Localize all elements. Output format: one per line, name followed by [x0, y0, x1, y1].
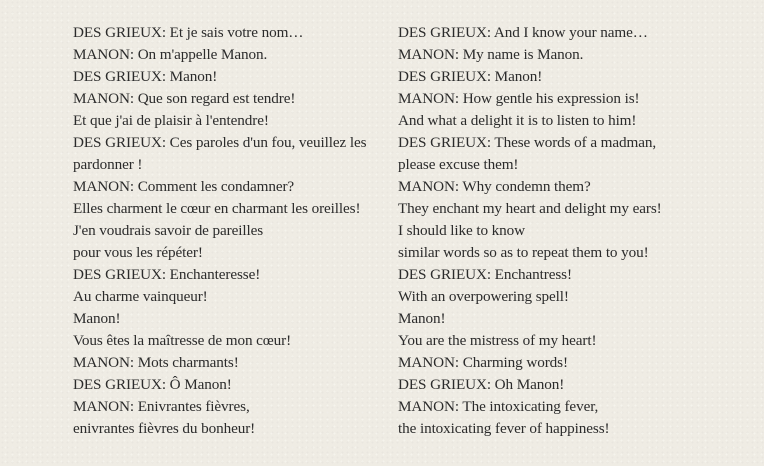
french-line: Manon!: [73, 310, 121, 327]
french-line: Elles charment le cœur en charmant les oreilles!: [73, 200, 361, 217]
english-line: the intoxicating fever of happiness!: [398, 420, 610, 437]
english-line: MANON: My name is Manon.: [398, 46, 584, 63]
french-line: DES GRIEUX: Manon!: [73, 68, 218, 85]
french-text-column: [73, 22, 391, 440]
english-line: Manon!: [398, 310, 446, 327]
french-line: Au charme vainqueur!: [73, 288, 208, 305]
french-line: J'en voudrais savoir de pareilles: [73, 222, 264, 239]
english-line: With an overpowering spell!: [398, 288, 569, 305]
english-line: DES GRIEUX: Manon!: [398, 68, 543, 85]
english-line: please excuse them!: [398, 156, 519, 173]
english-line: MANON: The intoxicating fever,: [398, 398, 599, 415]
english-line: MANON: Charming words!: [398, 354, 568, 371]
english-line: MANON: Why condemn them?: [398, 178, 591, 195]
french-line: DES GRIEUX: Ces paroles d'un fou, veuillez les: [73, 134, 367, 151]
french-line: MANON: On m'appelle Manon.: [73, 46, 268, 63]
english-line: They enchant my heart and delight my ears!: [398, 200, 662, 217]
english-line: And what a delight it is to listen to him!: [398, 112, 637, 129]
english-line: similar words so as to repeat them to you!: [398, 244, 649, 261]
english-line: You are the mistress of my heart!: [398, 332, 597, 349]
english-line: DES GRIEUX: These words of a madman,: [398, 134, 657, 151]
french-line: pardonner !: [73, 156, 143, 173]
french-line: DES GRIEUX: Ô Manon!: [73, 376, 232, 393]
english-line: DES GRIEUX: Enchantress!: [398, 266, 572, 283]
french-line: MANON: Mots charmants!: [73, 354, 239, 371]
english-text-column: [398, 22, 698, 440]
english-line: MANON: How gentle his expression is!: [398, 90, 640, 107]
french-line: DES GRIEUX: Et je sais votre nom…: [73, 24, 304, 41]
french-line: enivrantes fièvres du bonheur!: [73, 420, 256, 437]
english-line: DES GRIEUX: And I know your name…: [398, 24, 648, 41]
english-line: I should like to know: [398, 222, 525, 239]
french-line: DES GRIEUX: Enchanteresse!: [73, 266, 261, 283]
french-line: Vous êtes la maîtresse de mon cœur!: [73, 332, 292, 349]
french-line: MANON: Enivrantes fièvres,: [73, 398, 250, 415]
french-line: pour vous les répéter!: [73, 244, 203, 261]
english-line: DES GRIEUX: Oh Manon!: [398, 376, 565, 393]
french-line: MANON: Que son regard est tendre!: [73, 90, 296, 107]
french-line: MANON: Comment les condamner?: [73, 178, 295, 195]
french-line: Et que j'ai de plaisir à l'entendre!: [73, 112, 269, 129]
